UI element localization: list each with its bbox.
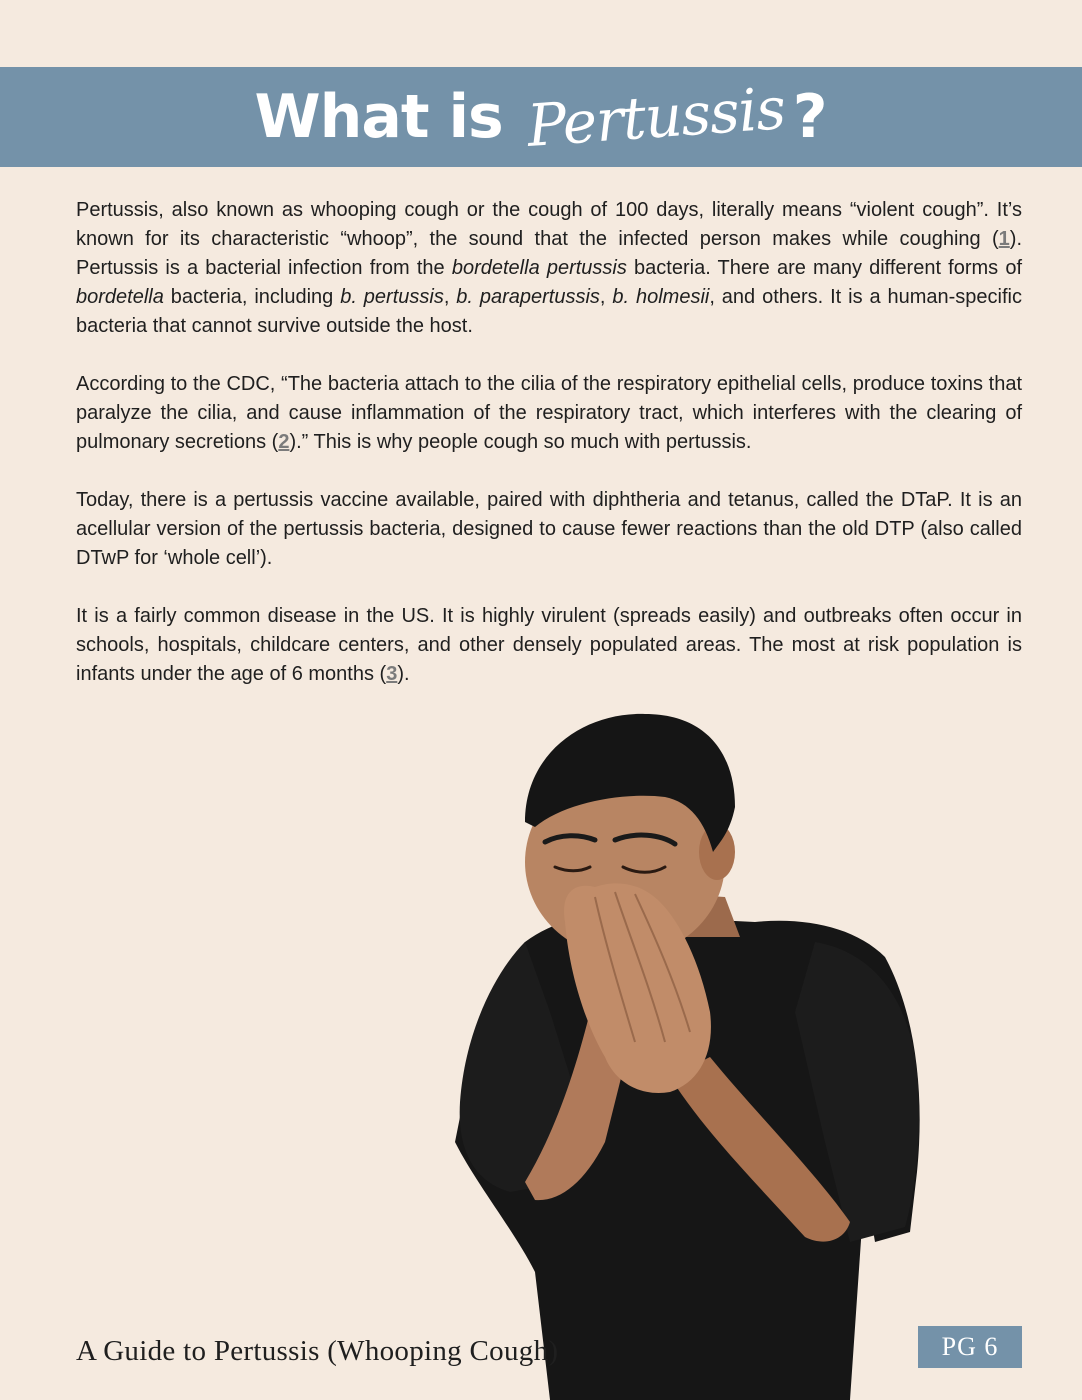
paragraph-prevalence: [76, 602, 1022, 689]
coughing-man-photo: [455, 712, 925, 1400]
text-span: ,: [443, 286, 457, 308]
reference-link-1[interactable]: 1: [998, 228, 1010, 250]
page-number-badge: PG 6: [918, 1326, 1022, 1368]
text-span: ).: [397, 663, 410, 685]
paragraph-vaccine: Today, there is a pertussis vaccine available, paired with diphtheria and tetanus, called the DTaP. It is an acellular version of the pertussis bacteria, designed to cause fewer reactions than the old DTP (also called DTwP for ‘whole cell’).: [76, 489, 1022, 569]
italic-term: b. parapertussis: [456, 286, 600, 308]
text-span: bacteria. There are many different forms of: [626, 257, 1023, 279]
italic-term: b. holmesii: [612, 286, 710, 308]
guide-title: A Guide to Pertussis (Whooping Cough): [76, 1335, 559, 1367]
article-body: [76, 196, 1022, 718]
page-title: [254, 74, 828, 160]
title-question-mark: ?: [792, 82, 828, 152]
text-span: Pertussis, also known as whooping cough or the cough of 100 days, literally means “violent cough”. It’s known for its characteristic “whoop”, the sound that the infected person makes while coughing (: [76, 199, 1022, 250]
text-span: ).” This is why people cough so much with pertussis.: [289, 431, 752, 453]
reference-link-3[interactable]: 3: [386, 663, 398, 685]
text-span: ). Pertussis is a bacterial infection from the: [76, 228, 1022, 279]
text-span: It is a fairly common disease in the US. It is highly virulent (spreads easily) and outbreaks often occur in schools, hospitals, childcare centers, and other densely populated areas. The most at risk population is infants under the age of 6 months (: [76, 605, 1022, 685]
paragraph-cdc-quote: [76, 370, 1022, 457]
paragraph-intro: [76, 196, 1022, 341]
text-span: ,: [599, 286, 613, 308]
italic-term: bordetella pertussis: [451, 257, 627, 279]
text-span: According to the CDC, “The bacteria attach to the cilia of the respiratory epithelial cells, produce toxins that paralyze the cilia, and cause inflammation of the respiratory tract, which interferes with the clearing of pulmonary secretions (: [76, 373, 1022, 453]
title-script-word: Pertussis: [524, 74, 787, 160]
text-span: , and others. It is a human-specific bacteria that cannot survive outside the host.: [76, 286, 1022, 337]
reference-link-2[interactable]: 2: [278, 431, 290, 453]
italic-term: bordetella: [76, 286, 164, 308]
title-banner: [0, 67, 1082, 167]
text-span: bacteria, including: [163, 286, 341, 308]
italic-term: b. pertussis: [340, 286, 444, 308]
title-prefix: What is: [254, 82, 503, 152]
